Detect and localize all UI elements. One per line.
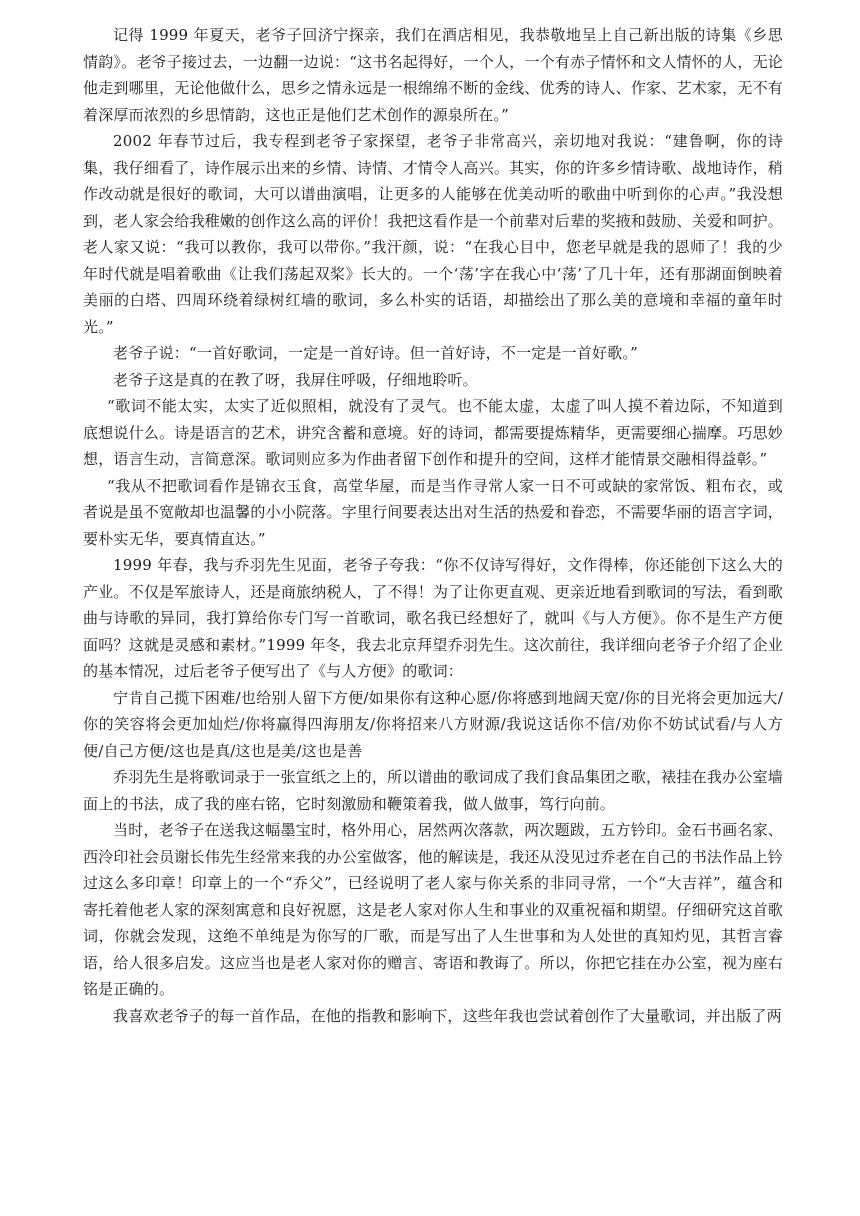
paragraph-seals: 当时，老爷子在送我这幅墨宝时，格外用心，居然两次落款，两次题跋，五方钤印。金石书画名家、西泠印社会员谢长伟先生经常来我的办公室做客，他的解读是，我还从没见过乔老在自己的书法作品上钤过这么多印章！印章上的一个“乔父”，已经说明了老人家与你关系的非同寻常，一个“大吉祥”，蕴含和寄托着他老人家的深刻寓意和良好祝愿，这是老人家对你人生和事业的双重祝福和期望。仔细研究这首歌词，你就会发现，这绝不单纯是为你写的厂歌，而是写出了人生世事和为人处世的真知灼见，其哲言睿语，给人很多启发。这应当也是老人家对你的赠言、寄语和教诲了。所以，你把它挂在办公室，视为座右铭是正确的。 (83, 821, 783, 998)
paragraph-spring-1999: 1999 年春，我与乔羽先生见面，老爷子夸我：“你不仅诗写得好，文作得棒，你还能创下这么大的产业。不仅是军旅诗人，还是商旅纳税人，了不得！为了让你更直观、更亲近地看到歌词的写法，看到歌曲与诗歌的异同，我打算给你专门写一首歌词，歌名我已经想好了，就叫《与人方便》。你不是生产方便面吗？这就是灵感和素材。”1999 年冬，我去北京拜望乔羽先生。这次前往，我详细向老爷子介绍了企业的基本情况，过后老爷子便写出了《与人方便》的歌词： (83, 556, 783, 680)
paragraph-summer-1999: 记得 1999 年夏天，老爷子回济宁探亲，我们在酒店相见，我恭敬地呈上自己新出版的诗集《乡思情韵》。老爷子接过去，一边翻一边说：“这书名起得好，一个人，一个有赤子情怀和文人情怀的人，无论他走到哪里，无论他做什么，思乡之情永远是一根绵绵不断的金线、优秀的诗人、作家、艺术家，无不有着深厚而浓烈的乡思情韵，这也正是他们艺术创作的源泉所在。” (83, 26, 783, 124)
paragraph-homely-meal: “我从不把歌词看作是锦衣玉食，高堂华屋，而是当作寻常人家一日不可或缺的家常饭、粗布衣，或者说是虽不宽敞却也温馨的小小院落。字里行间要表达出对生活的热爱和眷恋，不需要华丽的语言字词，要朴实无华，要真情直达。” (83, 476, 783, 548)
paragraph-good-lyric: 老爷子说：“一首好歌词，一定是一首好诗。但一首好诗，不一定是一首好歌。” (113, 344, 639, 362)
paragraph-listening: 老爷子这是真的在教了呀，我屏住呼吸，仔细地聆听。 (113, 370, 478, 389)
paragraph-lyrics-text: 宁肯自己揽下困难/也给别人留下方便/如果你有这种心愿/你将感到地阔天宽/你的目光将会更加远大/你的笑容将会更加灿烂/你将赢得四海朋友/你将招来八方财源/我说这话你不信/劝你不妨试试看/与人方便/自己方便/这也是真/这也是美/这也是善 (83, 688, 783, 760)
article-body (83, 22, 783, 1029)
paragraph-spring-2002: 2002 年春节过后，我专程到老爷子家探望，老爷子非常高兴，亲切地对我说：“建鲁啊，你的诗集，我仔细看了，诗作展示出来的乡情、诗情、才情令人高兴。其实，你的许多乡情诗歌、战地诗作，稍作改动就是很好的歌词，大可以谱曲演唱，让更多的人能够在优美动听的歌曲中听到你的心声。”我没想到，老人家会给我稚嫩的创作这么高的评价！我把这看作是一个前辈对后辈的奖掖和鼓励、关爱和呵护。老人家又说：“我可以教你，我可以带你。”我汗颜，说：“在我心目中，您老早就是我的恩师了！我的少年时代就是唱着歌曲《让我们荡起双桨》长大的。一个‘荡’字在我心中‘荡’了几十年，还有那湖面倒映着美丽的白塔、四周环绕着绿树红墙的歌词，多么朴实的话语，却描绘出了那么美的意境和幸福的童年时光。” (83, 132, 783, 336)
paragraph-lyric-advice: “歌词不能太实，太实了近似照相，就没有了灵气。也不能太虚，太虚了叫人摸不着边际，不知道到底想说什么。诗是语言的艺术，讲究含蓄和意境。好的诗词，都需要提炼精华，更需要细心揣摩。巧思妙想，语言生动，言简意深。歌词则应多为作曲者留下创作和提升的空间，这样才能情景交融相得益彰。” (83, 397, 783, 468)
paragraph-closing: 我喜欢老爷子的每一首作品，在他的指教和影响下，这些年我也尝试着创作了大量歌词，并出版了两 (113, 1006, 782, 1025)
paragraph-calligraphy: 乔羽先生是将歌词录于一张宣纸之上的，所以谱曲的歌词成了我们食品集团之歌，裱挂在我办公室墙面上的书法，成了我的座右铭，它时刻激励和鞭策着我，做人做事，笃行向前。 (83, 768, 783, 813)
